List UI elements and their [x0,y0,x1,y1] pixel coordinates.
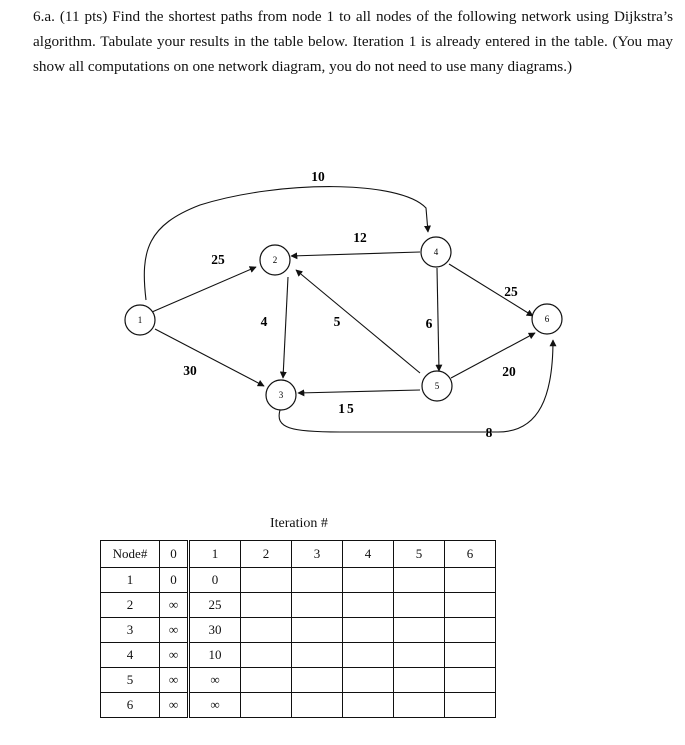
table-cell: 4 [101,643,160,668]
weight-5-2: 5 [333,314,341,329]
svg-text:6: 6 [544,314,550,324]
table-cell [343,593,394,618]
edge-1-3 [155,329,264,386]
table-cell [241,643,292,668]
table-cell [394,643,445,668]
table-cell [394,593,445,618]
table-row [101,693,496,718]
table-cell [445,568,496,593]
header-cell: Node# [101,541,160,568]
table-cell [241,593,292,618]
weight-5-3: 15 [338,401,356,416]
edge-4-6 [449,264,533,316]
problem-text: 6.a. (11 pts) Find the shortest paths from node 1 to all nodes of the following network using Dijkstra’s algorithm. Tabulate your results in the table below. Iteration 1 is already entered in the table. (You may show all computations on one network diagram, you do not need to use many diagrams.) [33,8,673,75]
table-cell [445,643,496,668]
weight-1-4: 10 [311,169,325,184]
node-6 [532,304,562,334]
table-cell [343,568,394,593]
header-cell: 3 [292,541,343,568]
table-cell: ∞ [160,593,189,618]
header-cell: 4 [343,541,394,568]
weight-4-2: 12 [353,230,367,245]
table-header-row [101,541,496,568]
table-row [101,568,496,593]
table-cell [445,593,496,618]
table-row [101,618,496,643]
weight-4-6: 25 [504,284,518,299]
table-cell [241,693,292,718]
edge-5-6 [451,333,535,378]
weight-4-5: 6 [425,316,433,331]
table-cell: 2 [101,593,160,618]
table-cell [394,568,445,593]
edge-4-2 [291,252,420,256]
table-cell [292,568,343,593]
header-cell: 6 [445,541,496,568]
edge-1-2 [152,267,256,312]
table-cell: 25 [189,593,241,618]
table-cell [241,568,292,593]
table-row [101,668,496,693]
table-cell: 3 [101,618,160,643]
table-cell [292,618,343,643]
table-cell: 0 [160,568,189,593]
table-cell [343,668,394,693]
table-cell [343,693,394,718]
node-4 [421,237,451,267]
table-row [101,643,496,668]
edge-1-4 [144,187,428,300]
table-cell: ∞ [160,618,189,643]
weight-3-6: 8 [485,425,493,440]
table-cell [241,618,292,643]
table-cell: ∞ [189,693,241,718]
weight-1-3: 30 [183,363,197,378]
edge-5-3 [298,390,420,393]
table-cell: 1 [101,568,160,593]
table-cell [292,668,343,693]
table-cell [445,668,496,693]
table-cell: ∞ [160,693,189,718]
svg-text:3: 3 [278,390,284,400]
table-cell [343,643,394,668]
node-2 [260,245,290,275]
edge-4-5 [437,268,439,371]
edge-2-3 [283,277,288,378]
svg-text:5: 5 [434,381,440,391]
header-cell: 1 [189,541,241,568]
table-cell: 5 [101,668,160,693]
svg-text:4: 4 [433,247,439,257]
weight-1-2: 25 [211,252,225,267]
weight-2-3: 4 [260,314,268,329]
table-cell [394,618,445,643]
table-cell [394,668,445,693]
dijkstra-table [100,540,496,718]
node-3 [266,380,296,410]
table-cell [292,593,343,618]
table-cell: 6 [101,693,160,718]
table-cell: ∞ [160,643,189,668]
header-cell: 5 [394,541,445,568]
iteration-label: Iteration # [270,516,328,531]
table-cell [343,618,394,643]
node-5 [422,371,452,401]
header-cell: 2 [241,541,292,568]
table-cell: ∞ [160,668,189,693]
header-cell: 0 [160,541,189,568]
table-cell: ∞ [189,668,241,693]
table-cell [445,693,496,718]
table-row [101,593,496,618]
node-1 [125,305,155,335]
table-cell [241,668,292,693]
weight-5-6: 20 [502,364,516,379]
edge-3-6 [279,340,553,432]
table-cell [394,693,445,718]
table-cell: 0 [189,568,241,593]
svg-text:1: 1 [137,315,143,325]
table-cell: 30 [189,618,241,643]
table-cell [292,643,343,668]
svg-text:2: 2 [272,255,278,265]
table-cell: 10 [189,643,241,668]
table-cell [445,618,496,643]
edge-5-2 [296,270,420,373]
table-cell [292,693,343,718]
